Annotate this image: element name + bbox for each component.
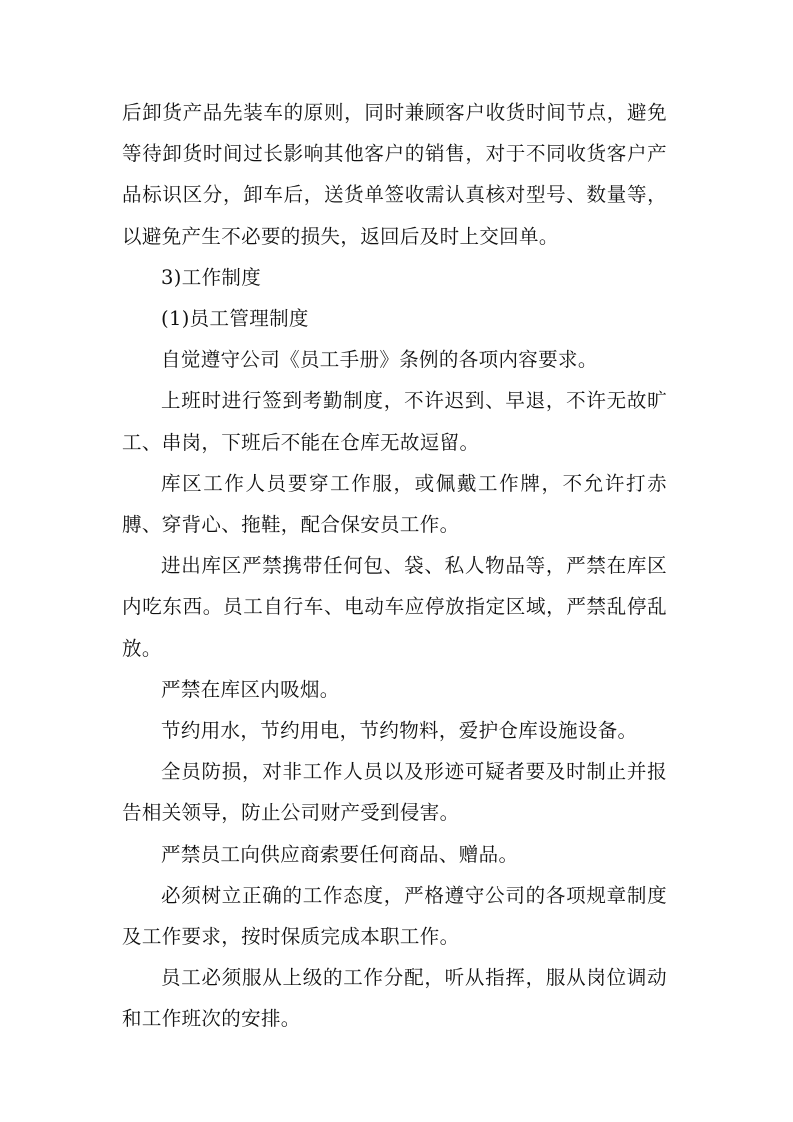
paragraph-entry-rules: 进出库区严禁携带任何包、袋、私人物品等，严禁在库区内吃东西。员工自行车、电动车应停放指定区域，严禁乱停乱放。 xyxy=(122,554,667,660)
heading-work-system: 3)工作制度 xyxy=(161,265,262,289)
paragraph-obey-assignments: 员工必须服从上级的工作分配，听从指挥，服从岗位调动和工作班次的安排。 xyxy=(122,966,667,1031)
paragraph-work-attitude: 必须树立正确的工作态度，严格遵守公司的各项规章制度及工作要求，按时保质完成本职工作。 xyxy=(122,883,667,949)
paragraph-loss-prevention: 全员防损，对非工作人员以及形迹可疑者要及时制止并报告相关领导，防止公司财产受到侵害。 xyxy=(122,760,667,825)
document-body xyxy=(122,92,667,1040)
paragraph-no-gifts: 严禁员工向供应商索要任何商品、赠品。 xyxy=(161,842,519,866)
heading-staff-management: (1)员工管理制度 xyxy=(161,307,309,331)
paragraph-no-smoking: 严禁在库区内吸烟。 xyxy=(161,677,340,701)
paragraph-attendance: 上班时进行签到考勤制度，不许迟到、早退，不许无故旷工、串岗，下班后不能在仓库无故逗留。 xyxy=(122,389,667,454)
paragraph-conservation: 节约用水，节约用电，节约物料，爱护仓库设施设备。 xyxy=(161,719,638,743)
paragraph-dress-code: 库区工作人员要穿工作服，或佩戴工作牌，不允许打赤膊、穿背心、拖鞋，配合保安员工作。 xyxy=(122,471,667,537)
paragraph-loading-principle: 后卸货产品先装车的原则，同时兼顾客户收货时间节点，避免等待卸货时间过长影响其他客户的销售，对于不同收货客户产品标识区分，卸车后，送货单签收需认真核对型号、数量等，以避免产生不必要的损失，返回后及时上交回单。 xyxy=(122,101,667,248)
paragraph-employee-handbook: 自觉遵守公司《员工手册》条例的各项内容要求。 xyxy=(161,348,598,372)
